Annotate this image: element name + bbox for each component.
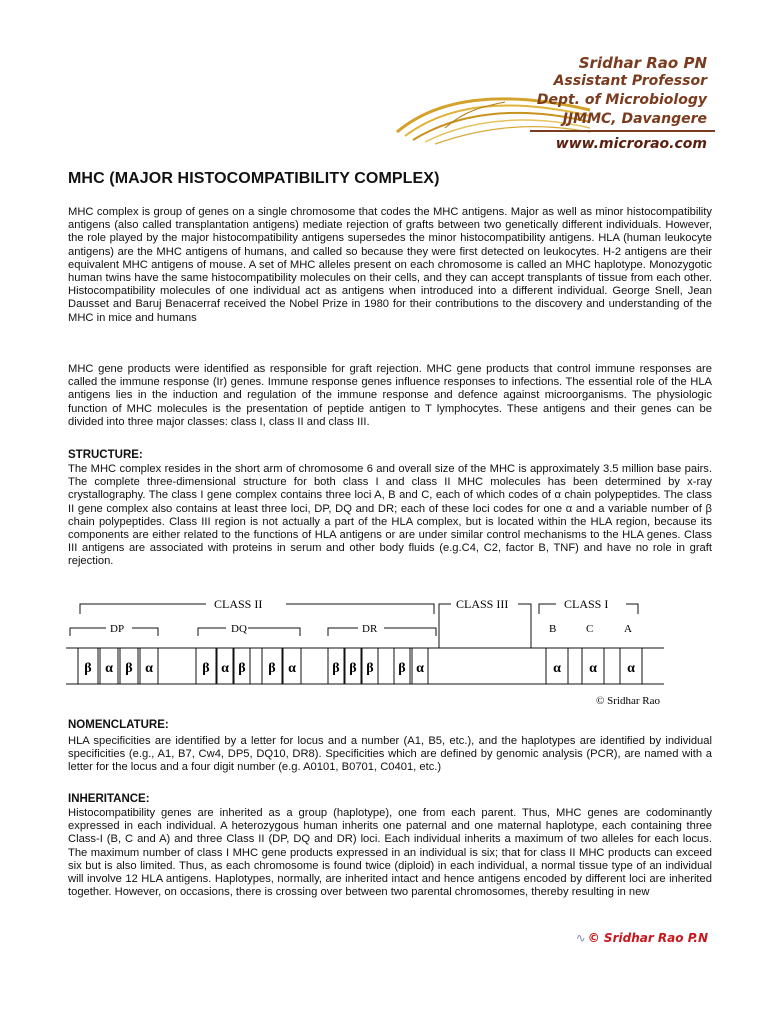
- gene-symbol: α: [589, 661, 597, 676]
- gene-symbol: α: [145, 661, 153, 676]
- dq-label: DQ: [231, 623, 247, 635]
- gene-symbol: α: [288, 661, 296, 676]
- footer-text: © Sridhar Rao P.N: [587, 931, 708, 945]
- author-department: Dept. of Microbiology: [536, 92, 707, 108]
- dp-label: DP: [110, 623, 125, 635]
- gene-symbol: β: [202, 661, 210, 676]
- gene-symbol: β: [366, 661, 374, 676]
- class2-label: CLASS II: [214, 597, 263, 611]
- website-link[interactable]: www.microrao.com: [555, 136, 707, 152]
- header-divider: [530, 130, 715, 132]
- inheritance-heading: INHERITANCE:: [68, 793, 150, 805]
- inheritance-paragraph: Histocompatibility genes are inherited as a group (haplotype), one from each parent. Thus, MHC genes are codominantly expressed in each individual. A heterozygous human inherits one paternal and one maternal haplotype, each containing three Class-I (B, C and A) and three Class II (DP, DQ and DR) loci. Each individual inherits a maximum of two alleles for each locus. The maximum number of class I MHC gene products expressed in an individual is six; that for class II MHC products can exceed six but is also limited. Thus, as each chromosome is found twice (diploid) in each individual, a normal tissue type of an individual will involve 12 HLA antigens. Haplotypes, normally, are inherited intact and hence antigens encoded by different loci are inherited together. However, on occasions, there is crossing over between two parental chromosomes, thereby resulting in new: [68, 807, 712, 899]
- author-header: [395, 50, 715, 158]
- locus-b-label: B: [549, 623, 557, 635]
- footer-credit: [576, 931, 708, 945]
- class3-label: CLASS III: [456, 597, 509, 611]
- gene-symbol: α: [221, 661, 229, 676]
- structure-heading: STRUCTURE:: [68, 449, 143, 461]
- locus-c-label: C: [586, 623, 594, 635]
- author-institution: JJMMC, Davangere: [562, 111, 707, 127]
- gene-symbol: β: [349, 661, 357, 676]
- gene-symbol: β: [398, 661, 406, 676]
- gene-symbol: α: [416, 661, 424, 676]
- swirl-icon: ∿: [575, 931, 586, 945]
- gene-symbol: β: [84, 661, 92, 676]
- author-name: Sridhar Rao PN: [578, 54, 707, 72]
- mhc-gene-map-diagram: [66, 592, 664, 710]
- dr-label: DR: [362, 623, 378, 635]
- author-title: Assistant Professor: [553, 73, 707, 89]
- locus-a-label: A: [624, 623, 632, 635]
- diagram-copyright: © Sridhar Rao: [596, 695, 660, 707]
- gene-symbol: α: [553, 661, 561, 676]
- gene-symbol: β: [125, 661, 133, 676]
- gene-symbol: β: [332, 661, 340, 676]
- document-title: MHC (MAJOR HISTOCOMPATIBILITY COMPLEX): [68, 170, 440, 187]
- intro-paragraph-1: MHC complex is group of genes on a single chromosome that codes the MHC antigens. Major as well as minor histocompatibility antigens (also called transplantation antigens) mediate rejection of grafts between two genetically different individuals. However, the role played by the major histocompatibility antigens supersedes the minor histocompatibility antigens. HLA (human leukocyte antigens) are the MHC antigens of humans, and called so because they were first detected on leukocytes. H-2 antigens are their equivalent MHC antigens of mouse. A set of MHC alleles present on each chromosome is called an MHC haplotype. Monozygotic human twins have the same histocompatibility molecules on their cells, and they can accept transplants of tissue from each other. Histocompatibility molecules of one individual act as antigens when introduced into a different individual. George Snell, Jean Dausset and Baruj Benacerraf received the Nobel Prize in 1980 for their contributions to the discovery and understanding of the MHC in mice and humans: [68, 206, 712, 324]
- nomenclature-heading: NOMENCLATURE:: [68, 719, 169, 731]
- gene-symbol: α: [105, 661, 113, 676]
- nomenclature-paragraph: HLA specificities are identified by a letter for locus and a number (A1, B5, etc.), and the haplotypes are identified by individual specificities (e.g., A1, B7, Cw4, DP5, DQ10, DR8). Specificities which are defined by genomic analysis (PCR), are named with a letter for the locus and a four digit number (e.g. A0101, B0701, C0401, etc.): [68, 735, 712, 774]
- intro-paragraph-2: MHC gene products were identified as responsible for graft rejection. MHC gene products that control immune responses are called the immune response (Ir) genes. Immune response genes influence responses to infections. The essential role of the HLA antigens lies in the induction and regulation of the immune response and defence against microorganisms. The physiologic function of MHC molecules is the presentation of peptide antigen to T lymphocytes. These antigens and their genes can be divided into three major classes: class I, class II and class III.: [68, 363, 712, 428]
- gene-symbol: α: [627, 661, 635, 676]
- gene-symbol: β: [238, 661, 246, 676]
- structure-paragraph: The MHC complex resides in the short arm of chromosome 6 and overall size of the MHC is approximately 3.5 million base pairs. The complete three-dimensional structure for both class I and class II MHC molecules has been determined by x-ray crystallography. The class I gene complex contains three loci A, B and C, each of which codes of α chain polypeptides. The class II gene complex also contains at least three loci, DP, DQ and DR; each of these loci codes for one α and a variable number of β chain polypeptides. Class III region is not actually a part of the HLA complex, but is located within the HLA region, because its components are either related to the functions of HLA antigens or are under similar control mechanisms to the HLA genes. Class III antigens are associated with proteins in serum and other body fluids (e.g.C4, C2, factor B, TNF) and have no role in graft rejection.: [68, 463, 712, 568]
- gene-symbol: β: [268, 661, 276, 676]
- class1-label: CLASS I: [564, 597, 609, 611]
- gene-boxes: [78, 648, 642, 684]
